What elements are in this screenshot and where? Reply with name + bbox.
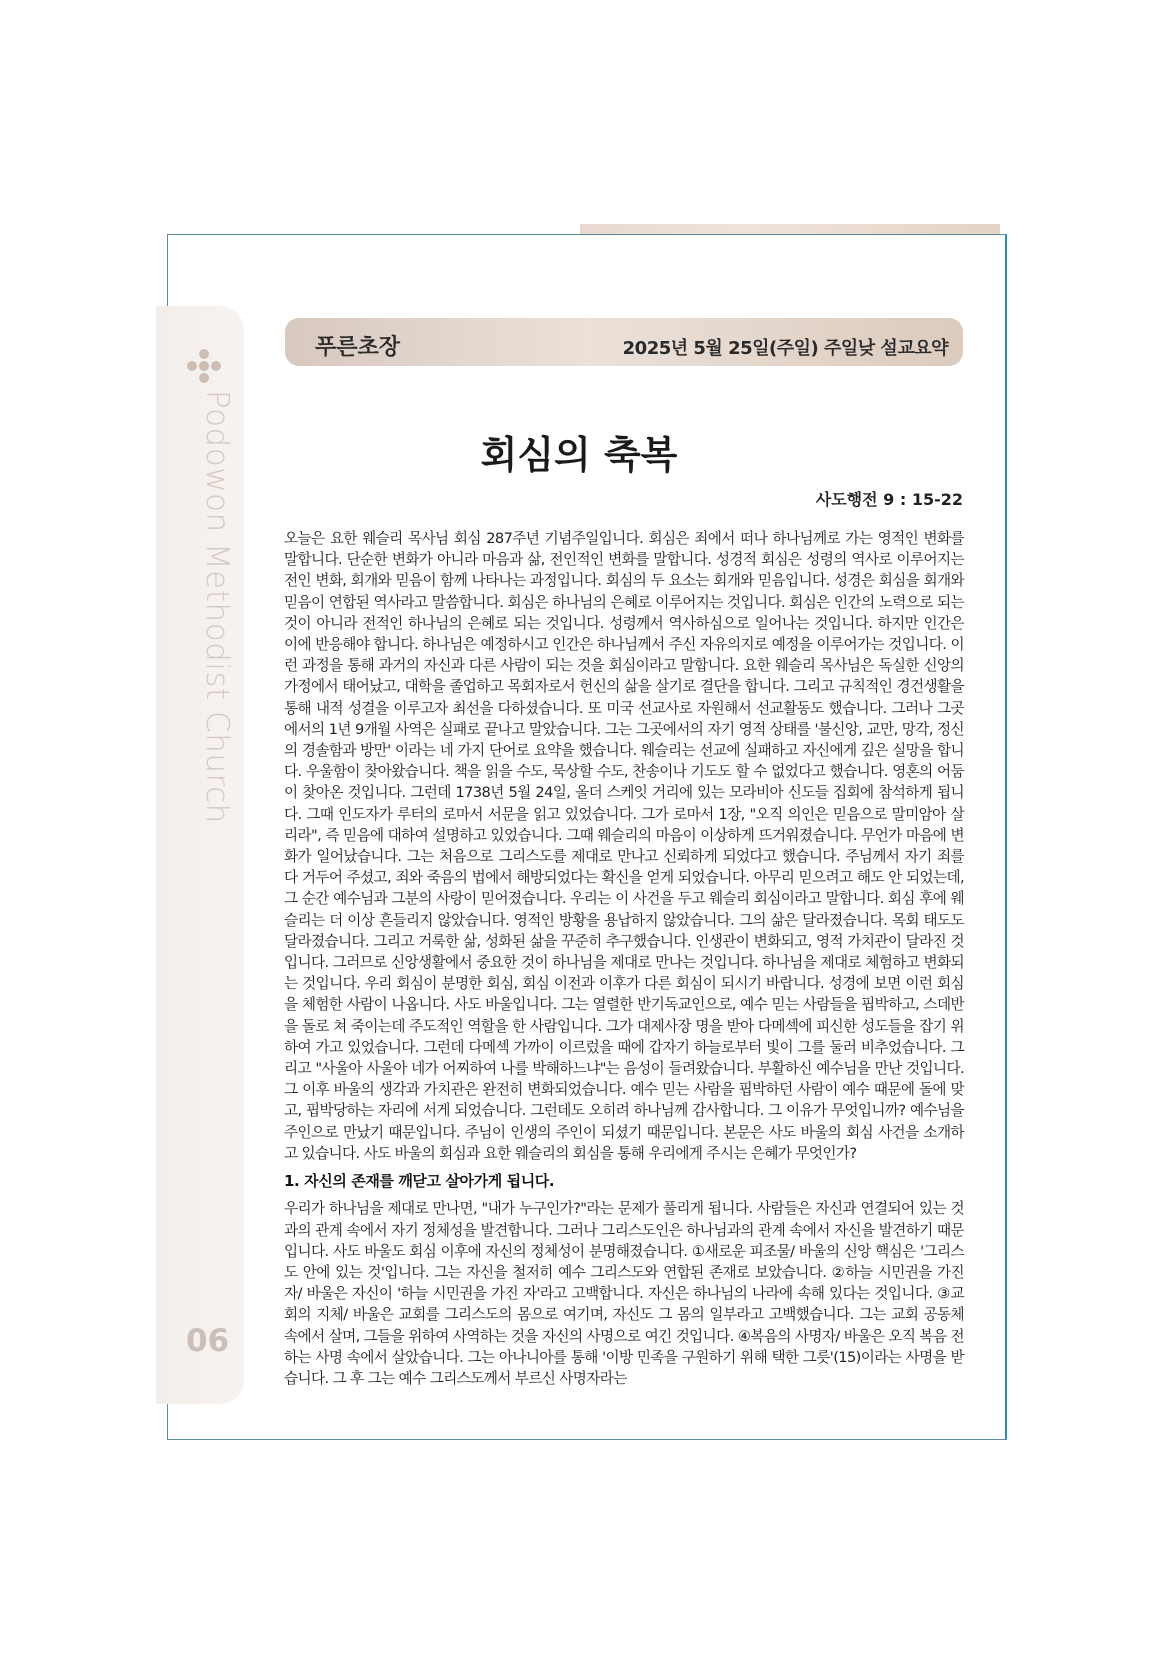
page-number: 06 xyxy=(186,1323,230,1359)
scripture-reference: 사도행전 9 : 15-22 xyxy=(815,490,963,509)
sermon-date: 2025년 5월 25일(주일) 주일낮 설교요약 xyxy=(622,338,948,359)
intro-paragraph: 오늘은 요한 웨슬리 목사님 회심 287주년 기념주일입니다. 회심은 죄에서 떠나 하나님께로 가는 영적인 변화를 말합니다. 단순한 변화가 아니라 마음과 삶, 전인적인 변화를 말합니다. 성경적 회심은 성령의 역사로 이루어지는 전인 변화, 회개와 믿음이 함께 나타나는 과정입니다. 회심의 두 요소는 회개와 믿음입니다. 성경은 회심을 회개와 믿음이 연합된 역사라고 말씀합니다. 회심은 하나님의 은혜로 이루어지는 것입니다. 회심은 인간의 노력으로 되는 것이 아니라 전적인 하나님의 은혜로 되는 것입니다. 성령께서 역사하심으로 일어나는 것입니다. 하지만 인간은 이에 반응해야 합니다. 하나님은 예정하시고 인간은 하나님께서 주신 자유의지로 예정을 이루어가는 것입니다. 이런 과정을 통해 과거의 자신과 다른 사람이 되는 것을 회심이라고 말합니다. 요한 웨슬리 목사님은 독실한 신앙의 가정에서 태어났고, 대학을 졸업하고 목회자로서 헌신의 삶을 살기로 결단을 합니다. 그리고 규칙적인 경건생활을 통해 내적 성결을 이루고자 최선을 다하셨습니다. 또 미국 선교사로 자원해서 선교활동도 했습니다. 그러나 그곳에서의 1년 9개월 사역은 실패로 끝나고 말았습니다. 그는 그곳에서의 자기 영적 상태를 '불신앙, 교만, 망각, 정신의 경솔함과 방만' 이라는 네 가지 단어로 요약을 했습니다. 웨슬리는 선교에 실패하고 자신에게 깊은 실망을 합니다. 우울함이 찾아왔습니다. 책을 읽을 수도, 묵상할 수도, 찬송이나 기도도 할 수 없었다고 했습니다. 영혼의 어둠이 찾아온 것입니다. 그런데 1738년 5월 24일, 올더 스케잇 거리에 있는 모라비아 신도들 집회에 참석하게 됩니다. 그때 인도자가 루터의 로마서 서문을 읽고 있었습니다. 그가 로마서 1장, "오직 의인은 믿음으로 말미암아 살리라", 즉 믿음에 대하여 설명하고 있었습니다. 그때 웨슬리의 마음이 이상하게 뜨거워졌습니다. 무언가 마음에 변화가 일어났습니다. 그는 처음으로 그리스도를 제대로 만나고 신뢰하게 되었다고 했습니다. 주님께서 자기 죄를 다 거두어 주셨고, 죄와 죽음의 법에서 해방되었다는 확신을 얻게 되었습니다. 아무리 믿으려고 해도 안 되었는데, 그 순간 예수님과 그분의 사랑이 믿어졌습니다. 우리는 이 사건을 두고 웨슬리 회심이라고 말합니다. 회심 후에 웨슬리는 더 이상 흔들리지 않았습니다. 영적인 방황을 용납하지 않았습니다. 그의 삶은 달라졌습니다. 목회 태도도 달라졌습니다. 그리고 거룩한 삶, 성화된 삶을 꾸준히 추구했습니다. 인생관이 변화되고, 영적 가치관이 달라진 것입니다. 그러므로 신앙생활에서 중요한 것이 하나님을 제대로 만나는 것입니다. 하나님을 제대로 체험하고 변화되는 것입니다. 우리 회심이 분명한 회심, 회심 이전과 이후가 다른 회심이 되시기 바랍니다. 성경에 보면 이런 회심을 체험한 사람이 나옵니다. 사도 바울입니다. 그는 열렬한 반기독교인으로, 예수 믿는 사람들을 핍박하고, 스데반을 돌로 쳐 죽이는데 주도적인 역할을 한 사람입니다. 그가 대제사장 명을 받아 다메섹에 피신한 성도들을 잡기 위하여 가고 있었습니다. 그런데 다메섹 가까이 이르렀을 때에 갑자기 하늘로부터 빛이 그를 둘러 비추었습니다. 그리고 "사울아 사울아 네가 어찌하여 나를 박해하느냐"는 음성이 들려왔습니다. 부활하신 예수님을 만난 것입니다. 그 이후 바울의 생각과 가치관은 완전히 변화되었습니다. 예수 믿는 사람을 핍박하던 사람이 예수 때문에 돌에 맞고, 핍박당하는 자리에 서게 되었습니다. 그런데도 오히려 하나님께 감사합니다. 그 이유가 무엇입니까? 예수님을 주인으로 만났기 때문입니다. 주님이 인생의 주인이 되셨기 때문입니다. 본문은 사도 바울의 회심 사건을 소개하고 있습니다. 사도 바울의 회심과 요한 웨슬리의 회심을 통해 우리에게 주시는 은혜가 무엇인가? xyxy=(284,530,964,1162)
grape-cross-icon xyxy=(186,348,222,384)
church-name-text: Podowon Methodist Church xyxy=(199,390,235,824)
sermon-title: 회심의 축복 xyxy=(480,432,678,477)
point-1-paragraph: 우리가 하나님을 제대로 만나면, "내가 누구인가?"라는 문제가 풀리게 됩니다. 사람들은 자신과 연결되어 있는 것과의 관계 속에서 자기 정체성을 발견합니다. 그러나 그리스도인은 하나님과의 관계 속에서 자신을 발견하기 때문입니다. 사도 바울도 회심 이후에 자신의 정체성이 분명해졌습니다. ①새로운 피조물/ 바울의 신앙 핵심은 '그리스도 안에 있는 것'입니다. 그는 자신을 철저히 예수 그리스도와 연합된 존재로 보았습니다. ②하늘 시민권을 가진 자/ 바울은 자신이 '하늘 시민권을 가진 자'라고 고백합니다. 자신은 하나님의 나라에 속해 있다는 것입니다. ③교회의 지체/ 바울은 교회를 그리스도의 몸으로 여기며, 자신도 그 몸의 일부라고 고백했습니다. 그는 교회 공동체 속에서 살며, 그들을 위하여 사역하는 것을 자신의 사명으로 여긴 것입니다. ④복음의 사명자/ 바울은 오직 복음 전하는 사명 속에서 살았습니다. 그는 아나니아를 통해 '이방 민족을 구원하기 위해 택한 그릇'(15)이라는 사명을 받습니다. 그 후 그는 예수 그리스도께서 부르신 사명자라는 xyxy=(284,1200,964,1387)
point-1-heading: 1. 자신의 존재를 깨닫고 살아가게 됩니다. xyxy=(284,1172,555,1191)
decorative-top-strip xyxy=(580,224,1000,234)
section-name: 푸른초장 xyxy=(315,335,401,360)
sermon-body xyxy=(284,528,964,1389)
